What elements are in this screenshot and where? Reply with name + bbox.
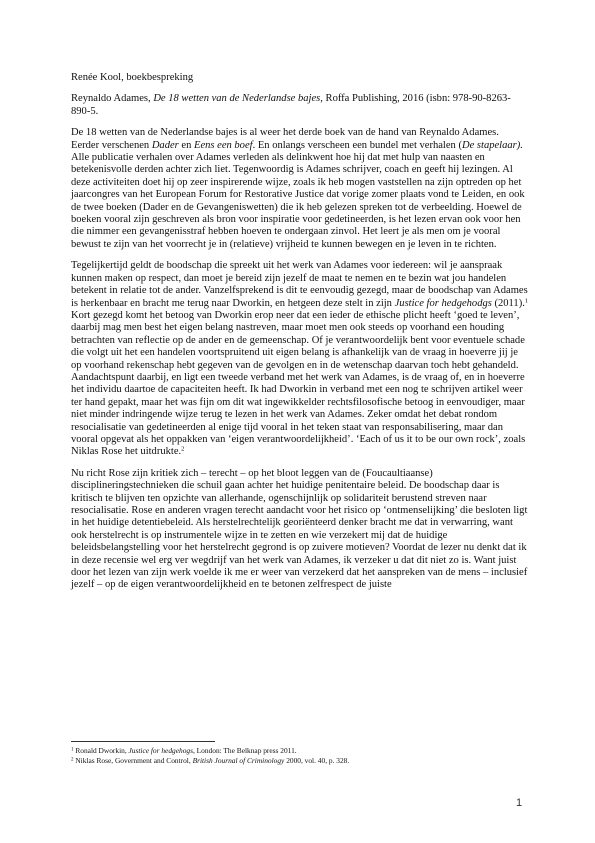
p1-text-4: Alle publicatie verhalen over Adames verleden als delinkwent hoe hij dat met hulp van naasten en betekenisvolle derden achter zich liet. Tegenwoordig is Adames schrijver, coach en geeft hij lezingen. Al deze activiteiten doet hij op zeer inspirerende wijze, zoals ik heb mogen vaststellen na zijn optreden op het jaarcongres van het European Forum for Restorative Justice dat vorige zomer plaats vond te Leiden, en ook de twee boeken (Dader en de Gevangeniswetten) die ik heb gelezen spreken tot de verbeelding. Hoewel de boeken vooral zijn geschreven als bron voor inspiratie voor gedetineerden, is het lezen ervan ook voor hen die nimmer een gevangenisstraf hebben hoeven te ondergaan zinvol. Het leert je als men om je vooral bewust te zijn van het voorrecht je in (relatieve) vrijheid te kunnen bewegen en je leven in te richten. xyxy=(71,152,525,250)
paragraph-1 xyxy=(71,127,529,251)
p1-title-eens-een-boef: Eens een boef xyxy=(194,139,253,151)
footnote-ref-2[interactable]: 2 xyxy=(181,445,185,453)
footnote-separator xyxy=(71,741,215,742)
body-text xyxy=(71,72,529,592)
paragraph-2 xyxy=(71,260,529,459)
p1-title-de-stapelaar: De stapelaar). xyxy=(461,139,523,151)
footnote-1-title: Justice for hedgehogs xyxy=(128,746,193,755)
footnotes xyxy=(71,746,531,766)
footnote-1 xyxy=(71,746,531,756)
page-number: 1 xyxy=(516,797,523,809)
footnote-1-number: 1 xyxy=(71,747,74,753)
footnote-2 xyxy=(71,756,531,766)
footnote-1-author: Ronald Dworkin, xyxy=(73,746,129,755)
book-citation xyxy=(71,93,529,118)
p2-text-2: (2011). xyxy=(491,297,525,309)
footnote-2-title: British Journal of Criminology xyxy=(192,755,285,765)
p2-text-1: Tegelijkertijd geldt de boodschap die spreekt uit het werk van Adames voor iedereen: wil je aanspraak kunnen maken op respect, dan moet je bereid zijn jezelf de maat te nemen en te bezin wat jou handelen betekent in relatie tot de ander. Vanzelfsprekend is dit te eenvoudig gezegd, maar de boodschap van Adames is herkenbaar en bracht me terug naar Dworkin, en hetgeen deze stelt in zijn xyxy=(71,260,528,309)
p1-text-3: . En onlangs verscheen een bundel met verhalen ( xyxy=(252,139,462,151)
p2-text-3: Kort gezegd komt het betoog van Dworkin erop neer dat een ieder de ethische plicht heeft ‘goed te leven’, daarbij mag men best het eigen belang nastreven, maar moet men ook steeds op voorhand een houding betrachten van reflectie op de ander en de gemeenschap. Of je verantwoordelijk bent voor eventuele schade die volgt uit het een handelen voortspruitend uit eigen belang is afhankelijk van de vraag in hoeverre jij je op voorhand rekenschap hebt gegeven van de gevolgen en in de wetenschap daarvan toch hebt gehandeld. Aandachtspunt daarbij, en ligt een tweede verband met het werk van Adames, is de vraag of, en in hoeverre het individu daartoe de capaciteiten heeft. Ik had Dworkin in verband met een nog te schrijven artikel weer ter hand gepakt, maar het was fijn om dit wat ingewikkelder rechtsfilosofische betoog in eenvoudiger, maar niet minder indringende wijze terug te lezen in het werk van Adames. Zeker omdat het debat rondom resocialisatie van gedetineerden al enige tijd vooral in het teken staat van responsabilisering, maar dan vooral opgevat als het oppakken van ‘eigen verantwoordelijkheid’. ‘Each of us it to be our own rock’, zoals Niklas Rose het uitdrukte. xyxy=(71,309,526,458)
p2-title-justice: Justice for hedgehodgs xyxy=(394,297,492,309)
citation-details: , Roffa Publishing, 2016 (isbn: 978-90-8263-890-5. xyxy=(71,93,511,117)
paragraph-3: Nu richt Rose zijn kritiek zich – terecht – op het bloot leggen van de (Foucaultiaanse) disciplineringstechnieken die schuil gaan achter het huidige penitentaire beleid. De boodschap daar is kritisch te blijven ten opzichte van allerhande, ogenschijnlijk op solidariteit berustend streven naar resocialisatie. Rose en anderen vragen terecht aandacht voor het risico op ‘ontmenselijking’ die besloten ligt in het huidige detentiebeleid. Als herstelrechtelijk georiënteerd denker bracht me dat in verwarring, want ook herstelrecht is op instrumentele wijze in te zetten en wie verzekert mij dat de huidige beleidsbelangstelling voor het herstelrecht gegrond is op zuivere motieven? Voordat de lezer nu denkt dat ik in deze recensie wel erg ver wegdrijf van het werk van Adames, ik verzeker u dat dit niet zo is. Want juist door het lezen van zijn werk voelde ik me er weer van verzekerd dat het aanspreken van de mens – inclusief jezelf – op de eigen verantwoordelijkheid en te betonen zelfrespect de juiste xyxy=(71,467,528,591)
footnote-2-number: 2 xyxy=(71,757,74,763)
citation-author: Reynaldo Adames, xyxy=(71,93,154,105)
footnote-ref-1[interactable]: 1 xyxy=(524,297,529,304)
p1-title-dader: Dader xyxy=(151,139,179,151)
footnote-1-rest: , London: The Belknap press 2011. xyxy=(192,746,297,755)
author-line: Renée Kool, boekbespreking xyxy=(71,72,194,83)
citation-title: De 18 wetten van de Nederlandse bajes xyxy=(153,93,321,105)
p1-text-1: De 18 wetten van de Nederlandse bajes is al weer het derde boek van de hand van Reynaldo Adames. Eerder verschenen xyxy=(71,127,499,151)
footnote-2-author: Niklas Rose, Government and Control, xyxy=(73,755,193,765)
footnote-2-rest: 2000, vol. 40, p. 328. xyxy=(284,755,350,765)
p1-text-2: en xyxy=(178,139,194,151)
